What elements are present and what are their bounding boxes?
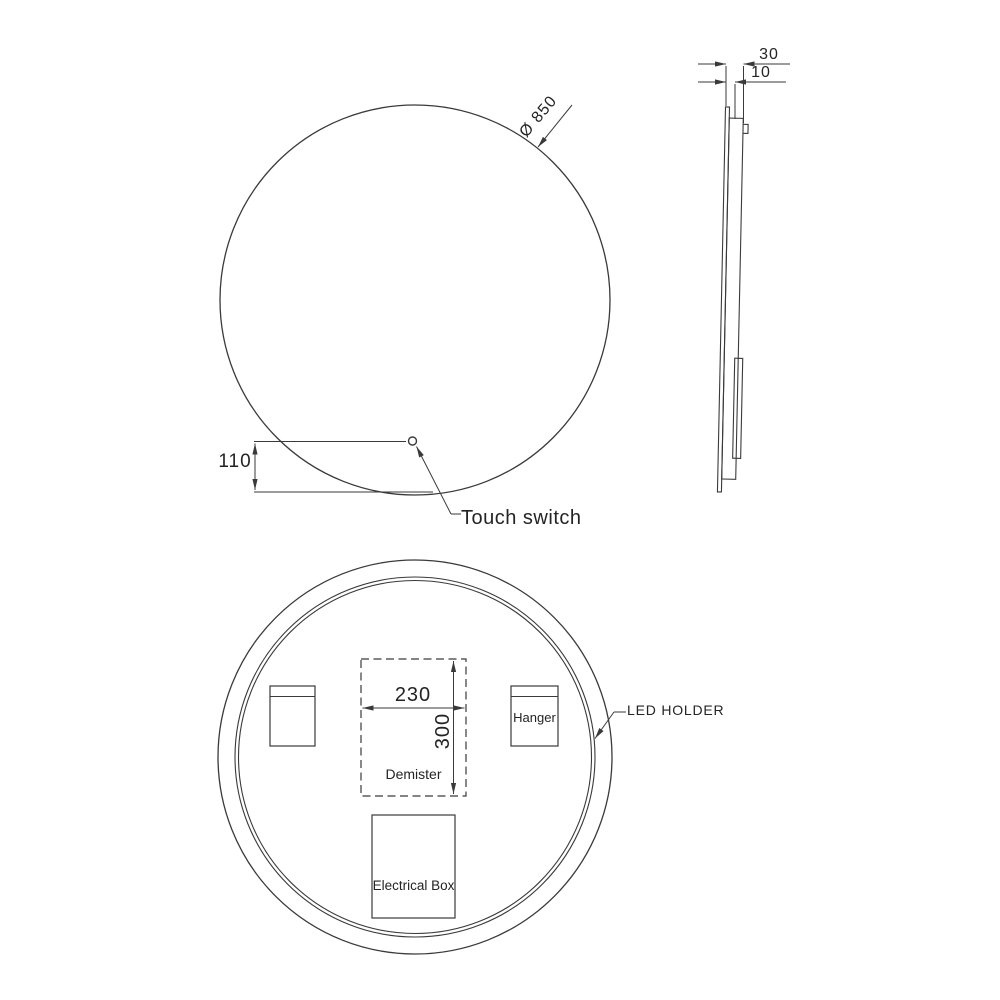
side-glass	[717, 107, 729, 492]
touch-switch-label: Touch switch	[461, 507, 582, 529]
touch-switch-dot	[409, 437, 417, 445]
demister-width-dimension-label: 230	[394, 684, 432, 706]
diameter-label: Ø 850	[516, 92, 561, 141]
side-hanger-hook	[743, 124, 748, 133]
hanger-label: Hanger	[513, 710, 556, 725]
back-view-outer-circle	[218, 560, 612, 954]
electrical-box	[372, 815, 455, 918]
side-view-profile	[717, 107, 748, 492]
side-back-panel	[722, 118, 744, 479]
demister-label: Demister	[385, 766, 442, 782]
demister-height-dimension-label: 300	[432, 712, 454, 750]
led-holder-label: LED HOLDER	[627, 702, 725, 718]
front-view-circle	[220, 105, 610, 495]
touch-switch-leader-line	[417, 447, 452, 515]
depth-total-dimension-label: 30	[759, 46, 779, 63]
switch-offset-dimension-label: 110	[218, 451, 252, 472]
electrical-box-label: Electrical Box	[372, 878, 455, 893]
depth-glass-dimension-label: 10	[751, 64, 771, 81]
hanger-box-left	[270, 686, 315, 746]
